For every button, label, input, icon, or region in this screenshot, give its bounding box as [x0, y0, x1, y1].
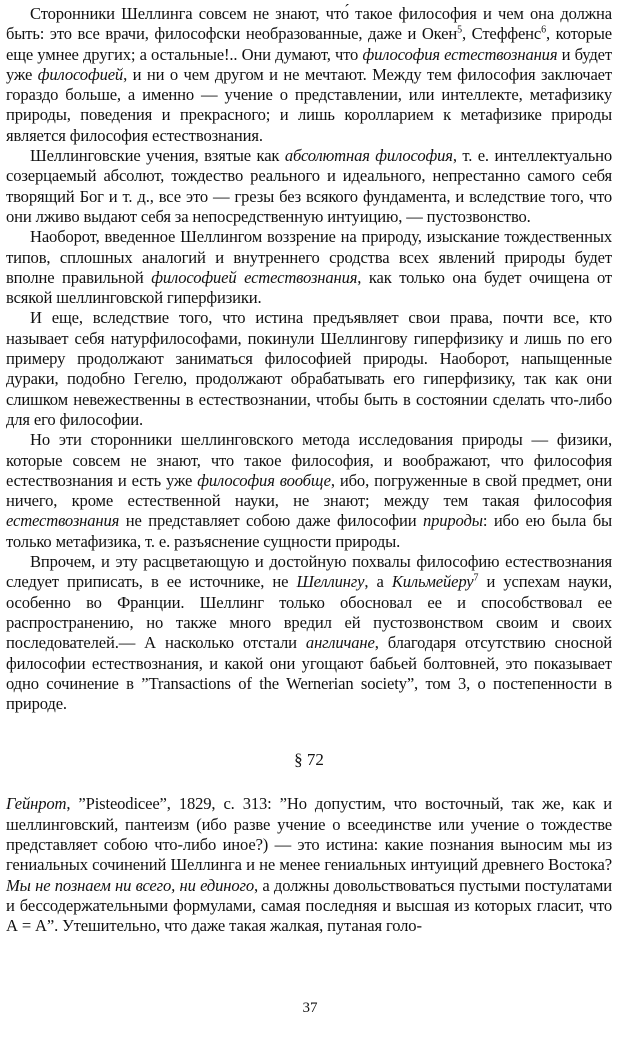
- text-run: , которые еще умнее других; а остальные!.. Они думают, что: [6, 24, 613, 64]
- section-72-paragraph: [6, 794, 612, 936]
- paragraph-4: [6, 308, 612, 430]
- text-run: , благодаря отсутствию сносной философии естествознания, и какой они угощают бабьей болтовней, это показывает одно сочинение в ”Transactions of the Wernerian society”, том 3, о постепенности в природе.: [6, 633, 612, 714]
- italic-text: природы: [422, 511, 483, 531]
- italic-text: философией естествознания: [151, 267, 358, 287]
- main-text: [6, 4, 612, 714]
- italic-text: Кильмейеру: [391, 572, 474, 592]
- italic-text: Гейнрот: [6, 794, 67, 814]
- italic-text: естествознания: [6, 511, 120, 531]
- italic-text: философия вообще: [197, 470, 331, 490]
- text-run: , а: [364, 572, 392, 592]
- text-run: , Стеффенс: [462, 24, 542, 44]
- italic-text: философия естествознания: [362, 44, 558, 64]
- text-run: , как только она будет очищена от всякой шеллинговской гиперфизики.: [6, 267, 612, 308]
- text-run: Впрочем, и эту расцветающую и достойную похвалы философию естествознания следует приписать, в ее источнике, не: [6, 552, 612, 592]
- text-run: : ибо ею была бы только метафизика, т. е. разъяснение сущности природы.: [6, 511, 612, 551]
- text-run: , и ни о чем другом и не мечтают. Между тем философия заключает гораздо больше, а именно — учение о представлении, или интеллекте, метафизику природы, поведения и прекрасного; и лишь королларием к метафизике природы является философия естествознания.: [6, 64, 612, 145]
- text-run: , а должны довольствоваться пустыми постулатами и бессодержательными формулами, самая последняя и высшая из которых гласит, что А = А”. Утешительно, что даже такая жалкая, путаная голо-: [6, 875, 612, 936]
- paragraph-5: [6, 430, 612, 552]
- text-run: И еще, вследствие того, что истина предъявляет свои права, почти все, кто называет себя натурфилософами, покинули Шеллингову гиперфизику и лишь по его примеру продолжают заниматься философией природы. Наоборот, напыщенные дураки, подобно Гегелю, продолжают обрабатывать его гиперфизику, так как они слишком невежественны в естествознании, чтобы быть в состоянии сделать что-либо для его философии.: [6, 308, 612, 429]
- section-text: [6, 794, 612, 936]
- footnote-ref: 6: [541, 24, 546, 36]
- paragraph-2: [6, 146, 612, 227]
- footnote-ref: 5: [457, 24, 462, 36]
- section-heading: § 72: [294, 750, 324, 770]
- italic-text: абсолютная философия: [284, 146, 453, 166]
- text-run: не представляет собою даже философии: [119, 511, 423, 531]
- paragraph-6: [6, 552, 612, 714]
- footnote-ref: 7: [473, 572, 479, 584]
- paragraph-3: [6, 227, 612, 308]
- text-run: , ”Pisteodicee”, 1829, с. 313: ”Но допустим, что восточный, так же, как и шеллинговский, пантеизм (ибо разве учение о всеединстве или учение о тождестве представляет собою что-либо иное?) — это истина: какие познания выносим мы из гениальных сочинений Шеллинга и не менее гениальных интуиций древнего Востока?: [6, 794, 612, 875]
- text-run: Наоборот, введенное Шеллингом воззрение на природу, изыскание тождественных типов, сплошных аналогий и внутреннего сродства всех явлений природы будет вполне правильной: [6, 227, 612, 287]
- page-number: 37: [302, 1000, 318, 1016]
- text-run: и успехам науки, особенно во Франции. Шеллинг только обосновал ее и способствовал ее распространению, но также много вредил ей пустозвонством своим и своих последователей.— А насколько отстали: [6, 572, 612, 653]
- text-run: Но эти сторонники шеллинговского метода исследования природы — физики, которые совсем не знают, что такое философия, и воображают, что философия естествознания и есть уже: [6, 430, 612, 490]
- italic-text: философией: [37, 64, 124, 84]
- text-run: , ибо, погруженные в свой предмет, они ничего, кроме естественной науки, не знают; между тем такая философия: [6, 470, 612, 511]
- text-run: Сторонники Шеллинга совсем не знают, что́ такое философия и чем она должна быть: это все врачи, философски необразованные, даже и Окен: [6, 4, 612, 44]
- text-run: , т. е. интеллектуально созерцаемый абсолют, тождество реального и идеального, непрестанно самого себя творящий Бог и т. д., все это — грезы без всякого фундамента, и вследствие того, что они лживо выдают себя за непосредственную интуицию, — пустозвонство.: [6, 146, 612, 226]
- italic-text: Мы не познаем ни всего, ни единого: [6, 875, 254, 895]
- text-run: и будет уже: [6, 44, 612, 84]
- italic-text: Шеллингу: [296, 572, 365, 592]
- text-run: Шеллинговские учения, взятые как: [30, 146, 285, 166]
- paragraph-1: [6, 4, 612, 146]
- italic-text: англичане: [305, 633, 375, 653]
